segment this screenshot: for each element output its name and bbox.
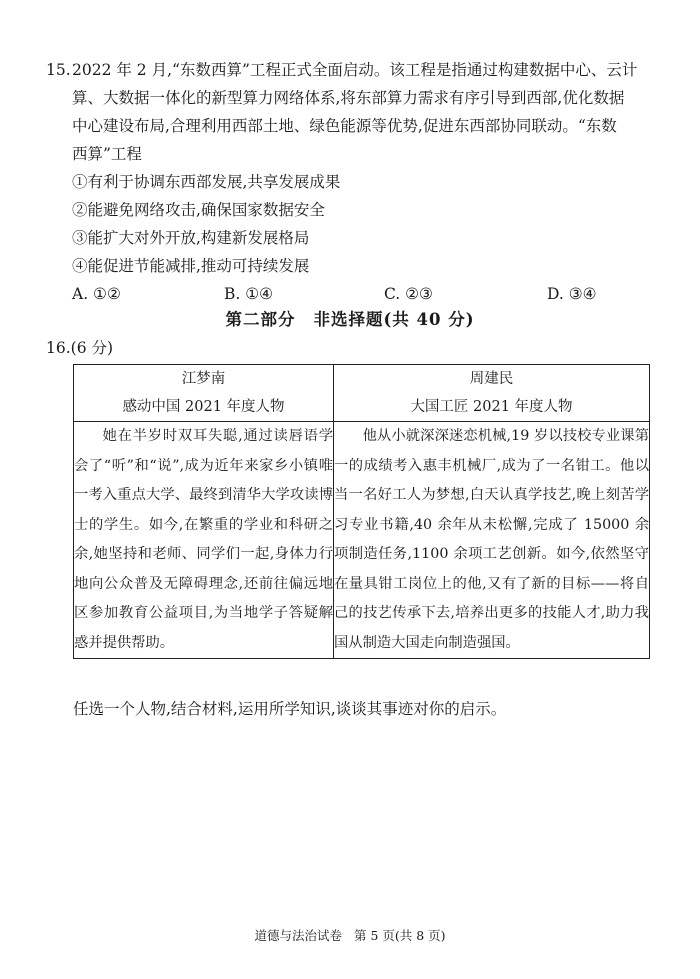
stem-line: 西算”工程 [72, 145, 142, 163]
person-honor: 大国工匠 2021 年度人物 [410, 399, 573, 415]
choice-a[interactable]: A. ①② [72, 285, 121, 303]
statement-4: ④能促进节能减排,推动可持续发展 [72, 257, 310, 275]
person-name: 周建民 [469, 371, 514, 387]
question-stem [72, 56, 658, 168]
question-16-prompt: 任选一个人物,结合材料,运用所学知识,谈谈其事迹对你的启示。 [73, 700, 507, 718]
statement-3: ③能扩大对外开放,构建新发展格局 [72, 229, 310, 247]
profile-paragraph: 她在半岁时双耳失聪,通过读唇语学会了“听”和“说”,成为近年来家乡小镇唯一考入重点大学、最终到清华大学攻读博士的学生。如今,在繁重的学业和科研之余,她坚持和老师、同学们一起,身体力行地向公众普及无障碍理念,还前往偏远地区参加教育公益项目,为当地学子答疑解惑并提供帮助。 [74, 428, 333, 651]
stem-line: 算、大数据一体化的新型算力网络体系,将东部算力需求有序引导到西部,优化数据 [72, 89, 625, 107]
choice-b[interactable]: B. ①④ [224, 285, 274, 303]
person-honor: 感动中国 2021 年度人物 [122, 399, 285, 415]
profile-text-2 [334, 422, 650, 659]
profile-header-2 [334, 365, 650, 422]
question-number: 15. [46, 61, 71, 79]
stem-line: 2022 年 2 月,“东数西算”工程正式全面启动。该工程是指通过构建数据中心、云计 [72, 61, 638, 79]
table-body-row [74, 422, 650, 659]
profile-paragraph: 他从小就深深迷恋机械,19 岁以技校专业课第一的成绩考入惠丰机械厂,成为了一名钳工。他以当一名好工人为梦想,白天认真学技艺,晚上刻苦学习专业书籍,40 余年从未松懈,完成了 15000 余项制造任务,1100 余项工艺创新。如今,依然坚守在量具钳工岗位上的他,又有了新的目标——将自己的技艺传承下去,培养出更多的技能人才,助力我国从制造大国走向制造强国。 [334, 428, 649, 651]
person-name: 江梦南 [181, 371, 226, 387]
stem-line: 中心建设布局,合理利用西部土地、绿色能源等优势,促进东西部协同联动。“东数 [72, 117, 617, 135]
footer-subject: 道德与法治试卷 [254, 928, 342, 943]
table-header-row [74, 365, 650, 422]
profile-text-1 [74, 422, 334, 659]
choice-d[interactable]: D. ③④ [547, 285, 597, 303]
choice-c[interactable]: C. ②③ [384, 285, 433, 303]
answer-choices [46, 280, 658, 308]
page-footer [0, 926, 700, 944]
statement-1: ①有利于协调东西部发展,共享发展成果 [72, 173, 341, 191]
profile-header-1 [74, 365, 334, 422]
section-title [0, 306, 700, 330]
statement-2: ②能避免网络攻击,确保国家数据安全 [72, 201, 325, 219]
question-15 [46, 56, 658, 308]
profiles-table [73, 364, 650, 659]
section-part: 第二部分 [225, 310, 296, 329]
question-16-header: 16.(6 分) [46, 339, 114, 357]
footer-page: 第 5 页(共 8 页) [353, 928, 446, 943]
section-name: 非选择题(共 40 分) [313, 310, 475, 329]
